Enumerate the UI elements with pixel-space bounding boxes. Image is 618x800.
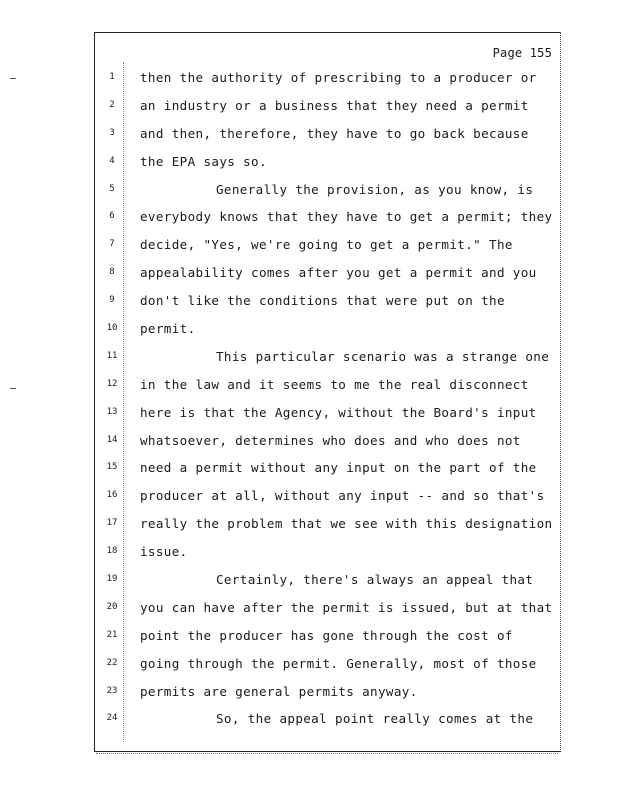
margin-mark	[10, 388, 16, 389]
transcript-line	[100, 64, 558, 92]
transcript-line	[100, 287, 558, 315]
line-number: 12	[106, 378, 118, 389]
line-number: 21	[106, 629, 118, 640]
transcript-line	[100, 148, 558, 176]
line-text: the EPA says so.	[140, 153, 267, 169]
line-text: Generally the provision, as you know, is	[216, 181, 534, 197]
line-number: 2	[109, 99, 115, 110]
transcript-line	[100, 566, 558, 594]
line-number: 15	[106, 462, 118, 473]
line-number: 20	[106, 601, 118, 612]
line-number: 19	[106, 574, 118, 585]
line-text: don't like the conditions that were put on the	[140, 293, 505, 309]
transcript-line	[100, 120, 558, 148]
line-text: then the authority of prescribing to a producer or	[140, 70, 537, 85]
transcript-line	[100, 176, 558, 204]
right-margin-rule	[560, 32, 561, 750]
line-number: 4	[109, 155, 115, 166]
line-number: 6	[109, 211, 115, 222]
line-number: 3	[109, 127, 115, 138]
line-text: whatsoever, determines who does and who does not	[140, 432, 521, 448]
line-text: So, the appeal point really comes at the	[216, 711, 534, 727]
transcript-line	[100, 231, 558, 259]
transcript-line	[100, 705, 558, 733]
line-number: 24	[106, 713, 118, 724]
line-text: producer at all, without any input -- and so that's	[140, 488, 545, 504]
transcript-line	[100, 315, 558, 343]
transcript-line	[100, 482, 558, 510]
line-text: and then, therefore, they have to go back because	[140, 125, 529, 141]
line-text: permits are general permits anyway.	[140, 683, 418, 699]
line-number: 8	[109, 267, 115, 278]
line-number: 11	[106, 350, 118, 361]
transcript-line	[100, 92, 558, 120]
line-number: 14	[106, 434, 118, 445]
line-text: need a permit without any input on the part of the	[140, 460, 537, 476]
line-text: permit.	[140, 321, 196, 337]
transcript-line	[100, 399, 558, 427]
line-text: appealability comes after you get a permit and you	[140, 265, 537, 281]
margin-mark	[10, 78, 16, 79]
line-text: This particular scenario was a strange one	[216, 348, 550, 364]
line-text: decide, "Yes, we're going to get a permit." The	[140, 237, 513, 253]
transcript-line	[100, 594, 558, 622]
transcript-line	[100, 259, 558, 287]
line-text: issue.	[140, 544, 188, 560]
line-text: an industry or a business that they need a permit	[140, 97, 529, 113]
transcript-lines	[100, 64, 558, 733]
line-text: in the law and it seems to me the real disconnect	[140, 376, 529, 392]
line-text: you can have after the permit is issued, but at that	[140, 599, 553, 615]
transcript-line	[100, 203, 558, 231]
line-number: 5	[109, 183, 115, 194]
line-number: 13	[106, 406, 118, 417]
transcript-line	[100, 678, 558, 706]
line-number: 22	[106, 657, 118, 668]
line-number: 18	[106, 546, 118, 557]
line-number: 17	[106, 518, 118, 529]
bottom-margin-rule	[96, 753, 558, 754]
transcript-line	[100, 510, 558, 538]
transcript-line	[100, 343, 558, 371]
line-text: Certainly, there's always an appeal that	[216, 572, 534, 588]
line-number: 7	[109, 239, 115, 250]
line-text: going through the permit. Generally, most of those	[140, 655, 537, 671]
line-text: point the producer has gone through the cost of	[140, 627, 513, 643]
line-number: 23	[106, 685, 118, 696]
line-number: 16	[106, 490, 118, 501]
line-number: 10	[106, 323, 118, 334]
line-number: 1	[109, 72, 115, 82]
transcript-line	[100, 371, 558, 399]
line-text: everybody knows that they have to get a permit; they	[140, 209, 553, 225]
transcript-line	[100, 454, 558, 482]
transcript-line	[100, 622, 558, 650]
line-number: 9	[109, 295, 115, 306]
transcript-line	[100, 650, 558, 678]
line-text: really the problem that we see with this designation	[140, 516, 553, 532]
transcript-line	[100, 538, 558, 566]
transcript-line	[100, 427, 558, 455]
page-number-header: Page 155	[492, 46, 552, 60]
line-text: here is that the Agency, without the Board's input	[140, 404, 537, 420]
